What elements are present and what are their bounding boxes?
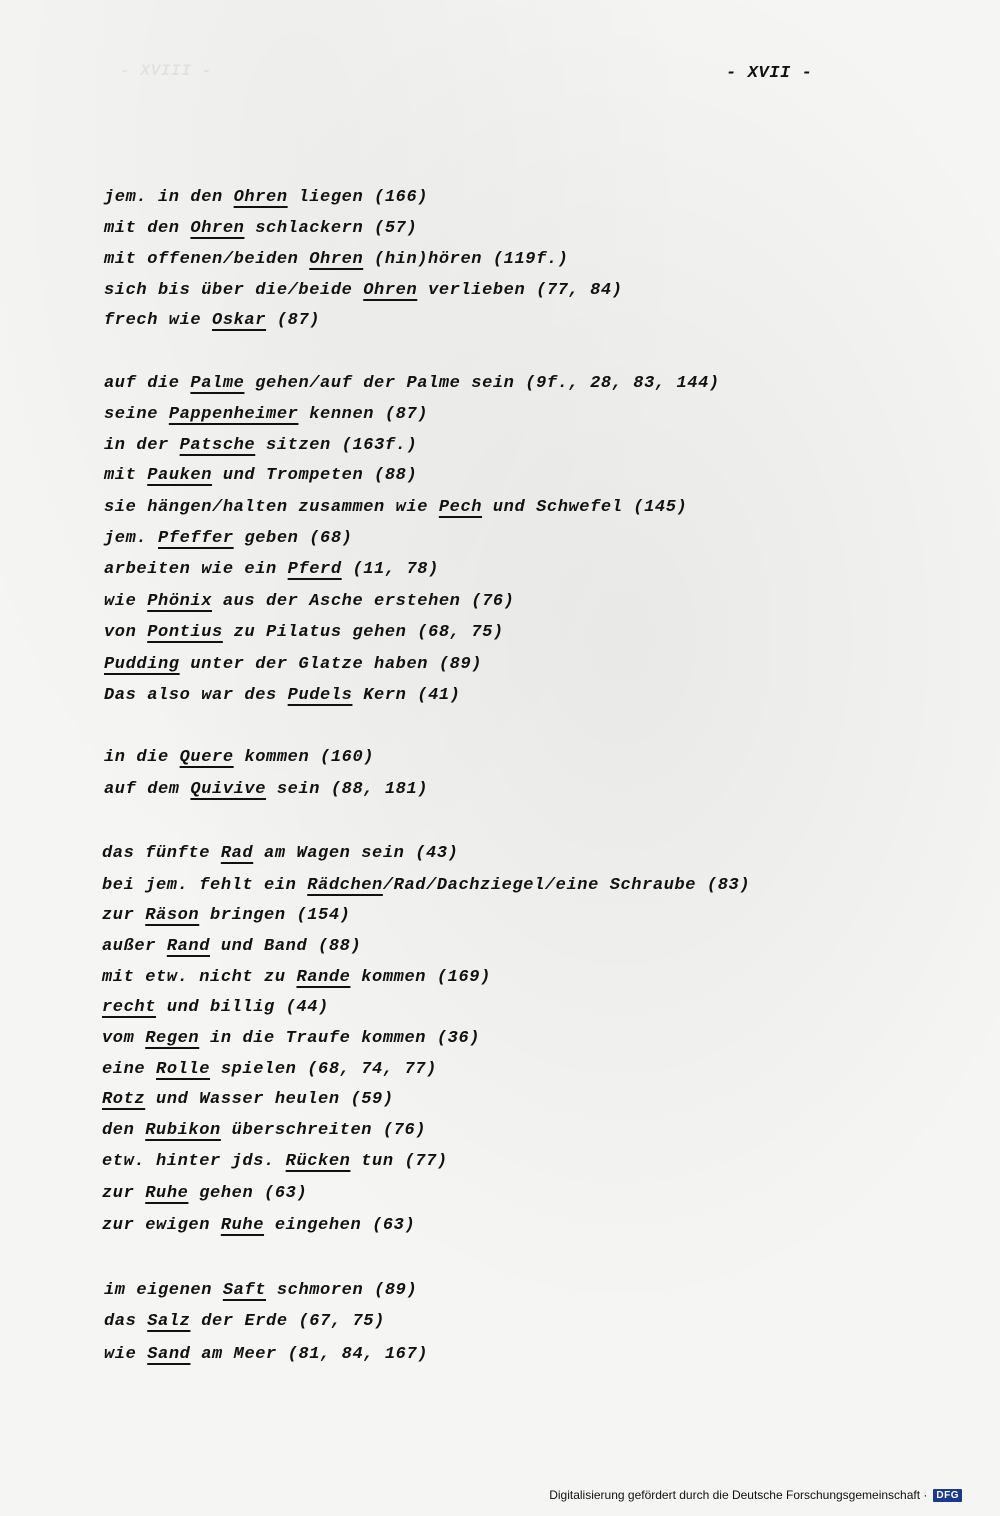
entry-keyword: Rücken <box>285 1152 351 1171</box>
entry-suffix: (87) <box>266 311 321 330</box>
entry-keyword: Patsche <box>179 436 256 455</box>
index-entry <box>104 311 320 331</box>
entry-prefix: von <box>104 623 148 642</box>
entry-keyword: Ohren <box>190 219 245 238</box>
index-entry <box>104 780 428 800</box>
entry-prefix: auf die <box>104 374 191 393</box>
index-entry <box>104 1345 428 1365</box>
entry-suffix: schmoren (89) <box>266 1281 418 1300</box>
entry-suffix: der Erde (67, 75) <box>190 1312 385 1331</box>
entry-prefix: etw. hinter jds. <box>102 1152 286 1171</box>
entry-keyword: Pudels <box>287 686 353 705</box>
entry-prefix: Das also war des <box>104 686 288 705</box>
entry-suffix: und billig (44) <box>156 998 329 1017</box>
entry-suffix: kommen (160) <box>233 748 375 767</box>
entry-prefix: zur ewigen <box>102 1216 221 1235</box>
entry-keyword: Pontius <box>147 623 223 642</box>
entry-keyword: Palme <box>190 374 245 393</box>
entry-suffix: gehen/auf der Palme sein (9f., 28, 83, 144) <box>244 374 720 393</box>
entry-prefix: in die <box>104 748 180 767</box>
footer-credit <box>549 1488 962 1502</box>
index-entry <box>102 1060 437 1080</box>
entry-suffix: zu Pilatus gehen (68, 75) <box>222 623 504 642</box>
entry-suffix: Kern (41) <box>352 686 461 705</box>
entry-suffix: und Trompeten (88) <box>212 466 418 485</box>
entry-suffix: unter der Glatze haben (89) <box>179 655 483 674</box>
entry-keyword: Quere <box>179 748 234 767</box>
index-entry <box>102 876 750 896</box>
entry-suffix: spielen (68, 74, 77) <box>210 1060 437 1079</box>
entry-keyword: Rotz <box>102 1090 146 1109</box>
index-entry <box>102 1029 480 1049</box>
entry-keyword: Ruhe <box>145 1184 189 1203</box>
entry-keyword: Ruhe <box>220 1216 265 1235</box>
entry-suffix: in die Traufe kommen (36) <box>199 1029 481 1048</box>
index-entry <box>102 968 491 988</box>
entry-keyword: Räson <box>145 906 200 925</box>
entry-suffix: am Meer (81, 84, 167) <box>190 1345 429 1364</box>
entry-keyword: Pauken <box>147 466 213 485</box>
entry-keyword: Rad <box>220 844 254 863</box>
index-entry <box>102 937 361 957</box>
entry-suffix: und Schwefel (145) <box>482 498 688 517</box>
entry-suffix: geben (68) <box>233 529 353 548</box>
entry-suffix: gehen (63) <box>188 1184 308 1203</box>
entry-suffix: kommen (169) <box>350 968 491 987</box>
entry-suffix: am Wagen sein (43) <box>253 844 459 863</box>
entry-prefix: das <box>104 1312 148 1331</box>
index-entry <box>104 250 568 270</box>
entry-keyword: Phönix <box>147 592 213 611</box>
entry-prefix: mit etw. nicht zu <box>102 968 297 987</box>
entry-keyword: Rolle <box>156 1060 211 1079</box>
entry-keyword: Quivive <box>190 780 267 799</box>
entry-keyword: Salz <box>147 1312 191 1331</box>
entry-keyword: Pech <box>438 498 483 517</box>
entry-prefix: jem. in den <box>104 188 234 207</box>
index-entry <box>104 1281 417 1301</box>
entry-keyword: Pferd <box>287 560 342 579</box>
entry-prefix: wie <box>104 1345 148 1364</box>
index-entry <box>104 529 352 549</box>
entry-keyword: Regen <box>145 1029 200 1048</box>
index-entry <box>104 219 417 239</box>
entry-prefix: das fünfte <box>102 844 221 863</box>
index-entry <box>102 1090 394 1110</box>
entry-keyword: Rande <box>296 968 351 987</box>
entry-suffix: verlieben (77, 84) <box>417 281 623 300</box>
index-entry <box>104 560 439 580</box>
entry-keyword: Rubikon <box>145 1121 221 1140</box>
entry-suffix: kennen (87) <box>298 405 429 424</box>
entry-suffix: /Rad/Dachziegel/eine Schraube (83) <box>382 876 751 895</box>
entry-prefix: frech wie <box>104 311 213 330</box>
index-entry <box>102 906 350 926</box>
entry-keyword: Pudding <box>104 655 180 674</box>
index-entry <box>102 844 458 864</box>
dfg-logo-icon: DFG <box>933 1489 962 1502</box>
footer-credit-text: Digitalisierung gefördert durch die Deutsche Forschungsgemeinschaft · <box>549 1488 928 1502</box>
entry-keyword: recht <box>102 998 157 1017</box>
entry-keyword: Ohren <box>363 281 418 300</box>
index-entry <box>104 466 417 486</box>
entry-suffix: überschreiten (76) <box>220 1121 427 1140</box>
entry-keyword: Oskar <box>212 311 267 330</box>
entry-suffix: bringen (154) <box>199 906 351 925</box>
entry-suffix: und Band (88) <box>210 937 362 956</box>
entry-prefix: jem. <box>104 529 159 548</box>
index-entry <box>104 592 514 612</box>
entry-suffix: aus der Asche erstehen (76) <box>212 592 515 611</box>
index-entry <box>104 188 428 208</box>
entry-keyword: Pfeffer <box>158 529 234 548</box>
index-entry <box>104 281 623 301</box>
entry-prefix: sie hängen/halten zusammen wie <box>104 498 439 517</box>
entry-keyword: Saft <box>222 1281 267 1300</box>
index-entry <box>104 748 374 768</box>
entry-prefix: wie <box>104 592 148 611</box>
entry-suffix: (hin)hören (119f.) <box>363 250 569 269</box>
index-entry <box>104 1312 385 1332</box>
index-entry <box>104 374 720 394</box>
entry-prefix: in der <box>104 436 180 455</box>
index-entry <box>102 1216 415 1236</box>
entry-suffix: (11, 78) <box>341 560 439 579</box>
entry-keyword: Sand <box>147 1345 191 1364</box>
entry-keyword: Rädchen <box>307 876 383 895</box>
index-entry <box>104 655 482 675</box>
entry-prefix: arbeiten wie ein <box>104 560 288 579</box>
entry-prefix: auf dem <box>104 780 191 799</box>
entry-prefix: bei jem. fehlt ein <box>102 876 308 895</box>
entry-prefix: eine <box>102 1060 157 1079</box>
index-entry <box>102 998 329 1018</box>
entry-suffix: sein (88, 181) <box>266 780 429 799</box>
entry-keyword: Rand <box>166 937 211 956</box>
bleed-through-page-number: - XVIII - <box>120 62 212 80</box>
entry-prefix: zur <box>102 906 146 925</box>
entry-prefix: vom <box>102 1029 146 1048</box>
entry-keyword: Pappenheimer <box>168 405 299 424</box>
entry-prefix: sich bis über die/beide <box>104 281 364 300</box>
entry-prefix: im eigenen <box>104 1281 223 1300</box>
index-entry <box>104 686 460 706</box>
page-number: - XVII - <box>726 64 813 83</box>
index-entry <box>104 498 687 518</box>
index-entry <box>102 1121 426 1141</box>
entry-suffix: eingehen (63) <box>264 1216 416 1235</box>
index-entry <box>102 1184 307 1204</box>
entry-prefix: mit <box>104 466 148 485</box>
entry-suffix: liegen (166) <box>287 188 429 207</box>
index-entry <box>104 436 417 456</box>
entry-suffix: und Wasser heulen (59) <box>145 1090 394 1109</box>
entry-prefix: außer <box>102 937 167 956</box>
entry-suffix: tun (77) <box>350 1152 448 1171</box>
entry-prefix: mit offenen/beiden <box>104 250 310 269</box>
entry-prefix: mit den <box>104 219 191 238</box>
entry-keyword: Ohren <box>309 250 364 269</box>
entry-prefix: zur <box>102 1184 146 1203</box>
entry-prefix: seine <box>104 405 169 424</box>
entry-suffix: schlackern (57) <box>244 219 418 238</box>
entry-keyword: Ohren <box>233 188 288 207</box>
entry-suffix: sitzen (163f.) <box>255 436 418 455</box>
index-entry <box>104 405 428 425</box>
index-entry <box>104 623 504 643</box>
entry-prefix: den <box>102 1121 146 1140</box>
index-entry <box>102 1152 448 1172</box>
